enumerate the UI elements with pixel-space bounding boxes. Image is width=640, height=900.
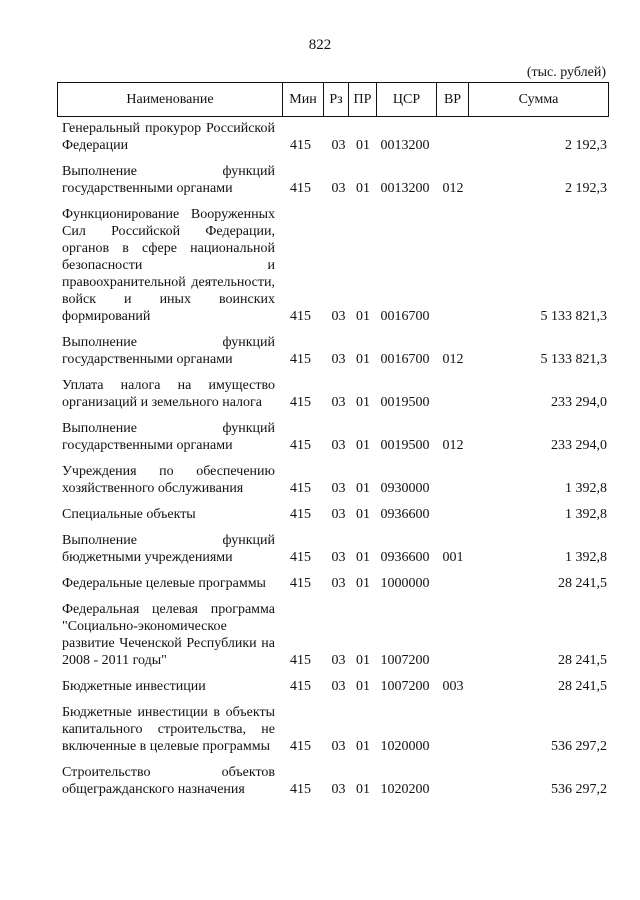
cell-rz: 03 <box>331 138 346 153</box>
cell-csr: 1020000 <box>380 739 430 754</box>
cell-min: 415 <box>290 138 311 153</box>
page-number: 822 <box>308 37 332 53</box>
cell-rz: 03 <box>331 395 346 410</box>
cell-pr: 01 <box>356 782 370 797</box>
cell-vr: 003 <box>442 679 464 694</box>
table-row <box>62 163 607 197</box>
cell-rz: 03 <box>331 550 346 565</box>
cell-name: Бюджетные инвестиции в объекты капитального строительства, не включенные в целевые программы <box>62 705 275 754</box>
cell-sum: 28 241,5 <box>558 679 607 694</box>
cell-name: Выполнение функций бюджетными учреждениями <box>62 533 275 565</box>
header-pr: ПР <box>348 83 376 116</box>
cell-vr: 012 <box>442 352 464 367</box>
cell-name: Федеральная целевая программа "Социально-экономическое развитие Чеченской Республики на 2008 - 2011 годы" <box>62 602 275 668</box>
cell-csr: 0013200 <box>380 181 430 196</box>
header-rz: Рз <box>323 83 348 116</box>
cell-min: 415 <box>290 550 311 565</box>
cell-rz: 03 <box>331 739 346 754</box>
cell-name: Строительство объектов общегражданского назначения <box>62 765 275 797</box>
cell-vr: 012 <box>442 181 464 196</box>
cell-csr: 1007200 <box>380 653 430 668</box>
cell-pr: 01 <box>356 739 370 754</box>
cell-name: Бюджетные инвестиции <box>62 679 206 694</box>
cell-rz: 03 <box>331 352 346 367</box>
cell-pr: 01 <box>356 576 370 591</box>
table-row <box>62 764 607 798</box>
cell-min: 415 <box>290 507 311 522</box>
cell-name: Федеральные целевые программы <box>62 576 266 591</box>
table-row <box>62 120 607 154</box>
cell-min: 415 <box>290 782 311 797</box>
cell-rz: 03 <box>331 181 346 196</box>
cell-rz: 03 <box>331 309 346 324</box>
cell-rz: 03 <box>331 653 346 668</box>
cell-csr: 0013200 <box>380 138 430 153</box>
cell-pr: 01 <box>356 395 370 410</box>
cell-min: 415 <box>290 181 311 196</box>
cell-pr: 01 <box>356 138 370 153</box>
cell-min: 415 <box>290 395 311 410</box>
cell-sum: 2 192,3 <box>565 138 607 153</box>
table-row <box>62 506 607 523</box>
cell-sum: 1 392,8 <box>565 550 607 565</box>
cell-rz: 03 <box>331 481 346 496</box>
cell-csr: 1020200 <box>380 782 430 797</box>
cell-min: 415 <box>290 739 311 754</box>
cell-name: Выполнение функций государственными органами <box>62 164 275 196</box>
cell-min: 415 <box>290 653 311 668</box>
cell-sum: 233 294,0 <box>551 395 607 410</box>
cell-pr: 01 <box>356 653 370 668</box>
cell-rz: 03 <box>331 507 346 522</box>
table-row <box>62 532 607 566</box>
cell-csr: 1007200 <box>380 679 430 694</box>
cell-name: Учреждения по обеспечению хозяйственного обслуживания <box>62 464 275 496</box>
header-name: Наименование <box>126 92 214 107</box>
table-row <box>62 678 607 695</box>
cell-min: 415 <box>290 481 311 496</box>
table-header <box>57 82 609 117</box>
table-row <box>62 704 607 755</box>
cell-sum: 5 133 821,3 <box>540 309 607 324</box>
table-row <box>62 575 607 592</box>
header-csr: ЦСР <box>376 83 436 116</box>
cell-csr: 0930000 <box>380 481 430 496</box>
cell-pr: 01 <box>356 352 370 367</box>
cell-sum: 536 297,2 <box>551 782 607 797</box>
units-label: (тыс. рублей) <box>526 65 606 80</box>
cell-pr: 01 <box>356 181 370 196</box>
cell-sum: 1 392,8 <box>565 507 607 522</box>
cell-min: 415 <box>290 309 311 324</box>
table-row <box>62 377 607 411</box>
cell-sum: 1 392,8 <box>565 481 607 496</box>
table-body <box>62 120 607 807</box>
cell-sum: 536 297,2 <box>551 739 607 754</box>
cell-pr: 01 <box>356 438 370 453</box>
cell-csr: 0936600 <box>380 507 430 522</box>
cell-csr: 0019500 <box>380 395 430 410</box>
cell-rz: 03 <box>331 576 346 591</box>
cell-pr: 01 <box>356 550 370 565</box>
cell-pr: 01 <box>356 309 370 324</box>
cell-pr: 01 <box>356 481 370 496</box>
cell-name: Выполнение функций государственными органами <box>62 335 275 367</box>
header-sum: Сумма <box>468 83 608 116</box>
cell-sum: 28 241,5 <box>558 576 607 591</box>
cell-name: Уплата налога на имущество организаций и земельного налога <box>62 378 275 410</box>
cell-csr: 1000000 <box>380 576 430 591</box>
cell-csr: 0016700 <box>380 309 430 324</box>
cell-min: 415 <box>290 576 311 591</box>
cell-name: Функционирование Вооруженных Сил Российской Федерации, органов в сфере национальной безопасности и правоохранительной деятельности, войск и иных воинских формирований <box>62 207 275 324</box>
table-row <box>62 463 607 497</box>
table-row <box>62 206 607 325</box>
cell-name: Выполнение функций государственными органами <box>62 421 275 453</box>
cell-csr: 0936600 <box>380 550 430 565</box>
cell-vr: 012 <box>442 438 464 453</box>
cell-min: 415 <box>290 679 311 694</box>
cell-sum: 2 192,3 <box>565 181 607 196</box>
table-row <box>62 601 607 669</box>
cell-csr: 0016700 <box>380 352 430 367</box>
cell-name: Генеральный прокурор Российской Федерации <box>62 121 275 153</box>
cell-csr: 0019500 <box>380 438 430 453</box>
cell-sum: 233 294,0 <box>551 438 607 453</box>
table-row <box>62 420 607 454</box>
header-vr: ВР <box>436 83 468 116</box>
cell-sum: 28 241,5 <box>558 653 607 668</box>
cell-rz: 03 <box>331 438 346 453</box>
cell-name: Специальные объекты <box>62 507 196 522</box>
cell-min: 415 <box>290 352 311 367</box>
header-min: Мин <box>282 83 323 116</box>
cell-min: 415 <box>290 438 311 453</box>
cell-pr: 01 <box>356 507 370 522</box>
cell-rz: 03 <box>331 782 346 797</box>
cell-rz: 03 <box>331 679 346 694</box>
cell-vr: 001 <box>442 550 464 565</box>
cell-sum: 5 133 821,3 <box>540 352 607 367</box>
table-row <box>62 334 607 368</box>
cell-pr: 01 <box>356 679 370 694</box>
